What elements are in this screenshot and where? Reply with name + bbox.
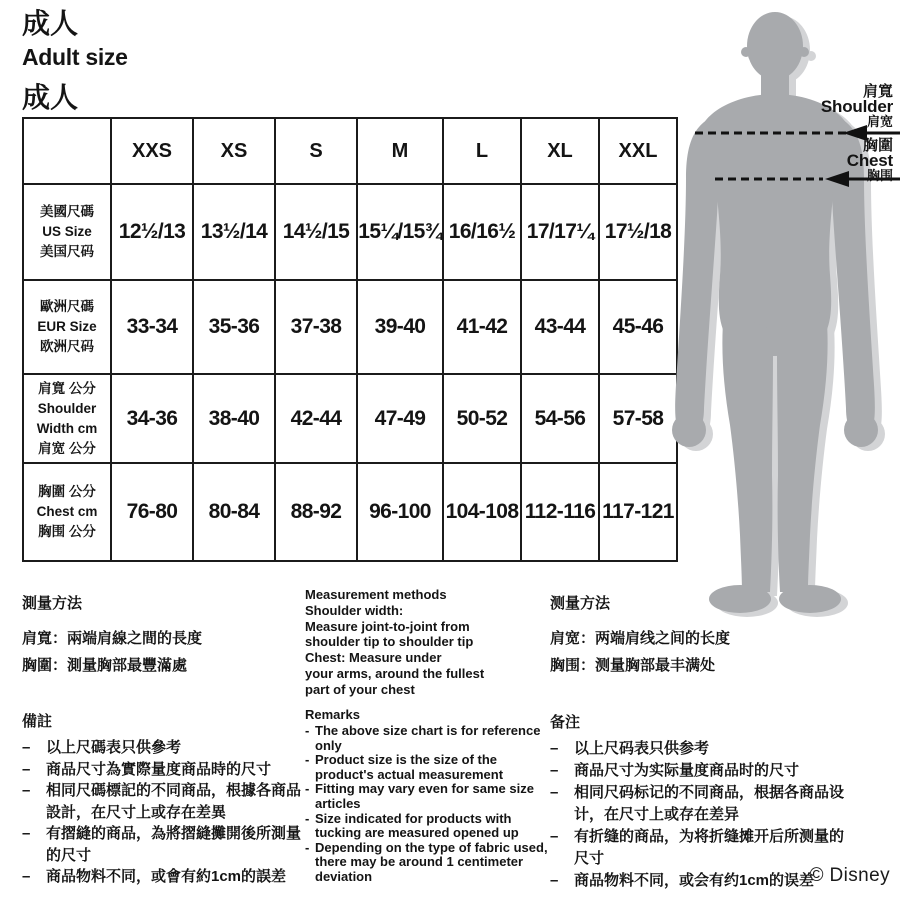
remark-item: - Depending on the type of fabric used, there may be around 1 centimeter deviation bbox=[305, 839, 548, 884]
measurement-title-tc: 測量方法 bbox=[22, 595, 83, 612]
remark-item: - Product size is the size of the product's actual measurement bbox=[305, 752, 504, 782]
shoulder-xxl: 57-58 bbox=[599, 374, 677, 463]
eur-size-m: 39-40 bbox=[357, 280, 443, 374]
us-size-s: 14½/15 bbox=[275, 184, 357, 280]
remark-item: – 以上尺码表只供参考 bbox=[550, 738, 858, 760]
shoulder-xl: 54-56 bbox=[521, 374, 599, 463]
col-header-xxl: XXL bbox=[599, 118, 677, 184]
bullet-dash: - bbox=[305, 752, 310, 768]
remark-item: – 以上尺碼表只供參考 bbox=[22, 737, 302, 759]
remark-item: - The above size chart is for reference only bbox=[305, 723, 541, 753]
row-label-sc: 美国尺码 bbox=[40, 244, 94, 259]
row-label-sc: 欧洲尺码 bbox=[40, 339, 94, 354]
bullet-dash: – bbox=[550, 740, 559, 757]
shoulder-m: 47-49 bbox=[357, 374, 443, 463]
bullet-dash: – bbox=[22, 760, 31, 778]
bullet-dash: – bbox=[22, 868, 31, 885]
measurement-lines-en bbox=[305, 603, 557, 698]
row-label-tc: 美國尺碼 bbox=[40, 204, 94, 219]
row-label-shoulder-width bbox=[23, 374, 111, 463]
measurement-title-sc: 测量方法 bbox=[550, 595, 611, 612]
col-header-m: M bbox=[357, 118, 443, 184]
table-header-row bbox=[23, 118, 677, 184]
measurement-methods-tc bbox=[22, 592, 294, 679]
shoulder-label-tc: 肩寬 bbox=[862, 83, 893, 100]
shoulder-s: 42-44 bbox=[275, 374, 357, 463]
remark-item: – 相同尺碼標記的不同商品，根據各商品設計，在尺寸上或存在差異 bbox=[22, 780, 302, 823]
shoulder-xxs: 34-36 bbox=[111, 374, 193, 463]
size-table bbox=[22, 117, 678, 562]
us-size-xxs: 12½/13 bbox=[111, 184, 193, 280]
remark-item: – 有折缝的商品，为将折缝摊开后所测量的尺寸 bbox=[550, 826, 858, 870]
row-label-sc: 胸围 公分 bbox=[38, 524, 96, 539]
table-row-eur-size bbox=[23, 280, 677, 374]
measurement-line: Chest: Measure under bbox=[305, 650, 442, 666]
bullet-dash: – bbox=[22, 739, 31, 756]
remarks-title-sc: 备注 bbox=[550, 714, 581, 731]
chest-label-en: Chest bbox=[846, 151, 893, 170]
remarks-list-tc bbox=[22, 737, 302, 888]
disney-copyright: © Disney bbox=[809, 865, 890, 886]
remarks-list-en bbox=[305, 724, 559, 885]
chest-label-tc: 胸圍 bbox=[862, 137, 893, 154]
measurement-line: 胸围：测量胸部最丰满处 bbox=[550, 657, 716, 674]
remarks-tc bbox=[22, 710, 302, 888]
measurement-line: Measure joint-to-joint from bbox=[305, 618, 470, 634]
measurement-line: 肩寬：兩端肩線之間的長度 bbox=[22, 630, 203, 647]
col-header-xl: XL bbox=[521, 118, 599, 184]
measurement-methods-en bbox=[305, 587, 557, 698]
row-label-us-size bbox=[23, 184, 111, 280]
chest-label-sc: 胸围 bbox=[866, 168, 893, 183]
bullet-dash: - bbox=[305, 810, 310, 826]
row-label-en: Shoulder Width cm bbox=[36, 400, 98, 436]
measurement-line: part of your chest bbox=[305, 681, 415, 697]
measurement-line: 肩宽：两端肩线之间的长度 bbox=[550, 630, 731, 647]
bullet-dash: – bbox=[22, 782, 31, 799]
measurement-title-en: Measurement methods bbox=[305, 587, 447, 602]
remarks-title-tc: 備註 bbox=[22, 713, 53, 730]
chest-label-group bbox=[847, 138, 893, 183]
bullet-dash: – bbox=[550, 828, 559, 845]
row-label-en: US Size bbox=[42, 224, 92, 239]
remarks-en bbox=[305, 707, 559, 885]
shoulder-label-en: Shoulder bbox=[820, 97, 893, 116]
eur-size-xxs: 33-34 bbox=[111, 280, 193, 374]
chest-s: 88-92 bbox=[275, 463, 357, 561]
row-label-sc: 肩宽 公分 bbox=[38, 440, 96, 456]
bullet-dash: - bbox=[305, 781, 310, 797]
row-label-tc: 肩寬 公分 bbox=[38, 380, 96, 396]
col-header-l: L bbox=[443, 118, 521, 184]
remark-item: - Size indicated for products with tucking are measured opened up bbox=[305, 810, 519, 841]
bullet-dash: – bbox=[550, 784, 559, 801]
us-size-xl: 17/17¼ bbox=[521, 184, 599, 280]
remark-item: – 商品物料不同，或會有約1cm的誤差 bbox=[22, 866, 302, 888]
page-title bbox=[22, 8, 128, 114]
remark-item: – 有摺縫的商品，為將摺縫攤開後所測量的尺寸 bbox=[22, 823, 302, 866]
chest-xs: 80-84 bbox=[193, 463, 275, 561]
eur-size-xl: 43-44 bbox=[521, 280, 599, 374]
title-traditional-chinese: 成人 bbox=[22, 8, 79, 39]
remark-item: – 商品物料不同，或会有约1cm的误差 bbox=[550, 870, 858, 892]
bullet-dash: - bbox=[305, 839, 310, 855]
col-header-s: S bbox=[275, 118, 357, 184]
remark-item: – 商品尺寸為實際量度商品時的尺寸 bbox=[22, 759, 302, 781]
us-size-m: 15¼/15¾ bbox=[357, 184, 443, 280]
row-label-chest bbox=[23, 463, 111, 561]
measurement-line: Shoulder width: bbox=[305, 602, 404, 618]
table-row-shoulder-width bbox=[23, 374, 677, 463]
eur-size-l: 41-42 bbox=[443, 280, 521, 374]
row-label-tc: 歐洲尺碼 bbox=[40, 299, 94, 314]
us-size-l: 16/16½ bbox=[443, 184, 521, 280]
bullet-dash: – bbox=[550, 762, 559, 779]
us-size-xxl: 17½/18 bbox=[599, 184, 677, 280]
shoulder-l: 50-52 bbox=[443, 374, 521, 463]
bullet-dash: – bbox=[22, 825, 31, 842]
chest-xl: 112-116 bbox=[521, 463, 599, 561]
shoulder-label-sc: 肩宽 bbox=[866, 114, 893, 129]
corner-cell bbox=[23, 118, 111, 184]
row-label-tc: 胸圍 公分 bbox=[38, 484, 96, 499]
eur-size-xs: 35-36 bbox=[193, 280, 275, 374]
row-label-eur-size bbox=[23, 280, 111, 374]
remark-item: - Fitting may vary even for same size articles bbox=[305, 781, 534, 811]
remark-item: – 商品尺寸为实际量度商品时的尺寸 bbox=[550, 760, 858, 782]
chest-m: 96-100 bbox=[357, 463, 443, 561]
col-header-xs: XS bbox=[193, 118, 275, 184]
chest-l: 104-108 bbox=[443, 463, 521, 561]
row-label-en: EUR Size bbox=[37, 319, 97, 334]
title-simplified-chinese: 成人 bbox=[22, 82, 79, 113]
col-header-xxs: XXS bbox=[111, 118, 193, 184]
row-label-en: Chest cm bbox=[36, 504, 98, 519]
title-english: Adult size bbox=[22, 44, 128, 70]
remark-item: – 相同尺码标记的不同商品，根据各商品设计，在尺寸上或存在差异 bbox=[550, 782, 858, 826]
shoulder-label-group bbox=[821, 84, 893, 129]
measurement-line: shoulder tip to shoulder tip bbox=[305, 634, 474, 650]
remarks-title-en: Remarks bbox=[305, 707, 360, 722]
eur-size-s: 37-38 bbox=[275, 280, 357, 374]
us-size-xs: 13½/14 bbox=[193, 184, 275, 280]
measurement-line: your arms, around the fullest bbox=[305, 665, 485, 681]
chest-xxs: 76-80 bbox=[111, 463, 193, 561]
bullet-dash: – bbox=[550, 872, 559, 889]
eur-size-xxl: 45-46 bbox=[599, 280, 677, 374]
measurement-lines-tc bbox=[22, 625, 294, 679]
shoulder-xs: 38-40 bbox=[193, 374, 275, 463]
bullet-dash: - bbox=[305, 723, 310, 738]
table-row-chest bbox=[23, 463, 677, 561]
measurement-lines-sc bbox=[550, 625, 850, 679]
measurement-methods-sc bbox=[550, 592, 850, 679]
chest-xxl: 117-121 bbox=[599, 463, 677, 561]
table-row-us-size bbox=[23, 184, 677, 280]
measurement-line: 胸圍：測量胸部最豐滿處 bbox=[22, 657, 188, 674]
